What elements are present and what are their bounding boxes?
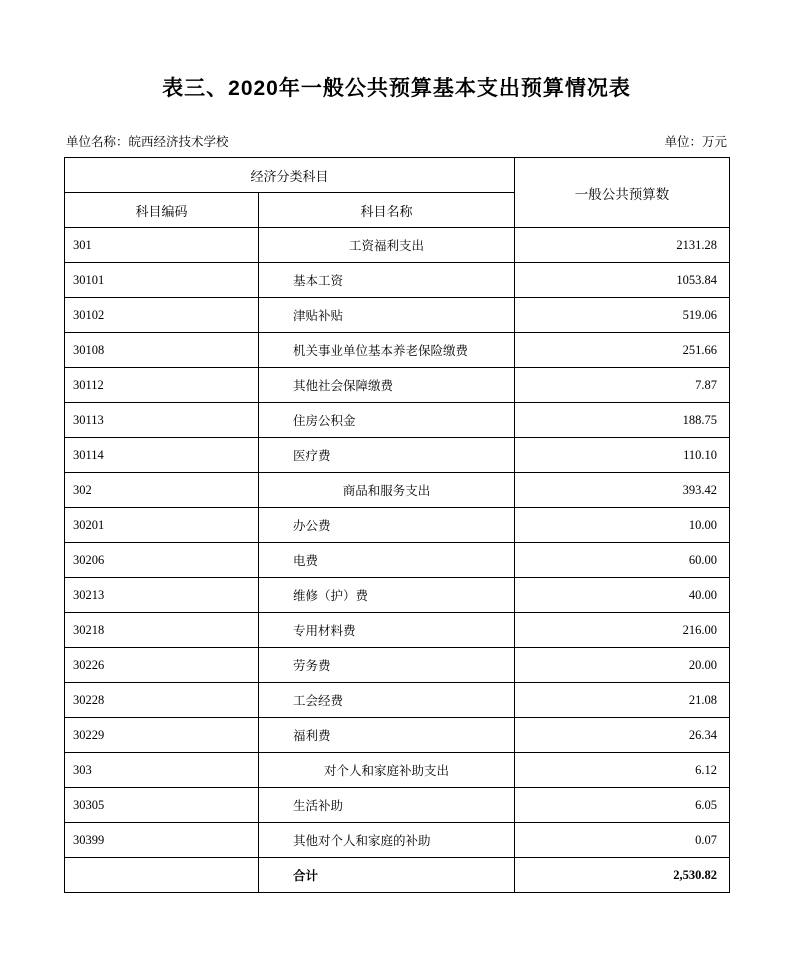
- cell-subject-code: 30305: [65, 788, 259, 823]
- table-row: [65, 508, 730, 543]
- cell-subject-name: 福利费: [259, 718, 515, 753]
- header-general-public-budget: 一般公共预算数: [515, 158, 730, 228]
- table-row: [65, 473, 730, 508]
- cell-subject-code: 30229: [65, 718, 259, 753]
- table-row: [65, 263, 730, 298]
- cell-subject-name: 专用材料费: [259, 613, 515, 648]
- cell-subject-name: 医疗费: [259, 438, 515, 473]
- table-row: [65, 368, 730, 403]
- cell-budget-value: 519.06: [515, 298, 730, 333]
- unit-measure-label: 单位：万元: [664, 135, 727, 149]
- table-row: [65, 753, 730, 788]
- cell-subject-name: 其他对个人和家庭的补助: [259, 823, 515, 858]
- table-head: [65, 158, 730, 228]
- cell-subject-code: 30228: [65, 683, 259, 718]
- cell-budget-value: 6.12: [515, 753, 730, 788]
- cell-subject-code: 301: [65, 228, 259, 263]
- meta-row: [64, 132, 729, 150]
- cell-subject-name: 商品和服务支出: [259, 473, 515, 508]
- cell-subject-name: 工会经费: [259, 683, 515, 718]
- cell-budget-value: 110.10: [515, 438, 730, 473]
- cell-subject-name: 生活补助: [259, 788, 515, 823]
- header-subject-name: 科目名称: [259, 193, 515, 228]
- cell-budget-value: 6.05: [515, 788, 730, 823]
- cell-subject-code: 30226: [65, 648, 259, 683]
- cell-subject-name: 住房公积金: [259, 403, 515, 438]
- cell-budget-value: 60.00: [515, 543, 730, 578]
- cell-subject-name: 工资福利支出: [259, 228, 515, 263]
- cell-budget-value: 21.08: [515, 683, 730, 718]
- table-row: [65, 298, 730, 333]
- cell-subject-name: 电费: [259, 543, 515, 578]
- table-body: [65, 228, 730, 893]
- cell-budget-value: 216.00: [515, 613, 730, 648]
- cell-subject-name: 津贴补贴: [259, 298, 515, 333]
- table-row: [65, 228, 730, 263]
- cell-budget-value: 2131.28: [515, 228, 730, 263]
- cell-subject-code: 30102: [65, 298, 259, 333]
- cell-budget-value: 20.00: [515, 648, 730, 683]
- unit-name-label: 单位名称：皖西经济技术学校: [66, 135, 229, 149]
- table-row: [65, 823, 730, 858]
- cell-budget-value: 1053.84: [515, 263, 730, 298]
- cell-subject-code: 30206: [65, 543, 259, 578]
- header-subject-code: 科目编码: [65, 193, 259, 228]
- table-header-row-group: [65, 158, 730, 193]
- table-row: [65, 578, 730, 613]
- cell-budget-value: 2,530.82: [515, 858, 730, 893]
- cell-budget-value: 188.75: [515, 403, 730, 438]
- table-row: [65, 543, 730, 578]
- cell-budget-value: 393.42: [515, 473, 730, 508]
- cell-budget-value: 26.34: [515, 718, 730, 753]
- cell-subject-code: 30101: [65, 263, 259, 298]
- cell-subject-code: 30108: [65, 333, 259, 368]
- table-row: [65, 648, 730, 683]
- cell-budget-value: 7.87: [515, 368, 730, 403]
- cell-subject-code: 30399: [65, 823, 259, 858]
- table-row: [65, 438, 730, 473]
- cell-subject-code: 30213: [65, 578, 259, 613]
- cell-subject-name: 劳务费: [259, 648, 515, 683]
- cell-budget-value: 251.66: [515, 333, 730, 368]
- table-row: [65, 683, 730, 718]
- cell-subject-name: 机关事业单位基本养老保险缴费: [259, 333, 515, 368]
- cell-subject-code: 30201: [65, 508, 259, 543]
- table-row: [65, 858, 730, 893]
- cell-subject-code: [65, 858, 259, 893]
- table-row: [65, 788, 730, 823]
- cell-budget-value: 0.07: [515, 823, 730, 858]
- table-row: [65, 403, 730, 438]
- cell-budget-value: 40.00: [515, 578, 730, 613]
- cell-budget-value: 10.00: [515, 508, 730, 543]
- cell-subject-code: 302: [65, 473, 259, 508]
- cell-subject-name: 办公费: [259, 508, 515, 543]
- cell-subject-name: 基本工资: [259, 263, 515, 298]
- cell-subject-code: 30114: [65, 438, 259, 473]
- cell-subject-name: 其他社会保障缴费: [259, 368, 515, 403]
- cell-subject-code: 30112: [65, 368, 259, 403]
- cell-subject-name: 对个人和家庭补助支出: [259, 753, 515, 788]
- header-economic-classification: 经济分类科目: [65, 158, 515, 193]
- table-row: [65, 333, 730, 368]
- cell-subject-name: 维修（护）费: [259, 578, 515, 613]
- cell-subject-code: 30113: [65, 403, 259, 438]
- table-row: [65, 718, 730, 753]
- cell-subject-code: 303: [65, 753, 259, 788]
- cell-subject-name: 合计: [259, 858, 515, 893]
- cell-subject-code: 30218: [65, 613, 259, 648]
- table-row: [65, 613, 730, 648]
- budget-table: [64, 157, 730, 893]
- page-title: 表三、2020年一般公共预算基本支出预算情况表: [162, 77, 631, 100]
